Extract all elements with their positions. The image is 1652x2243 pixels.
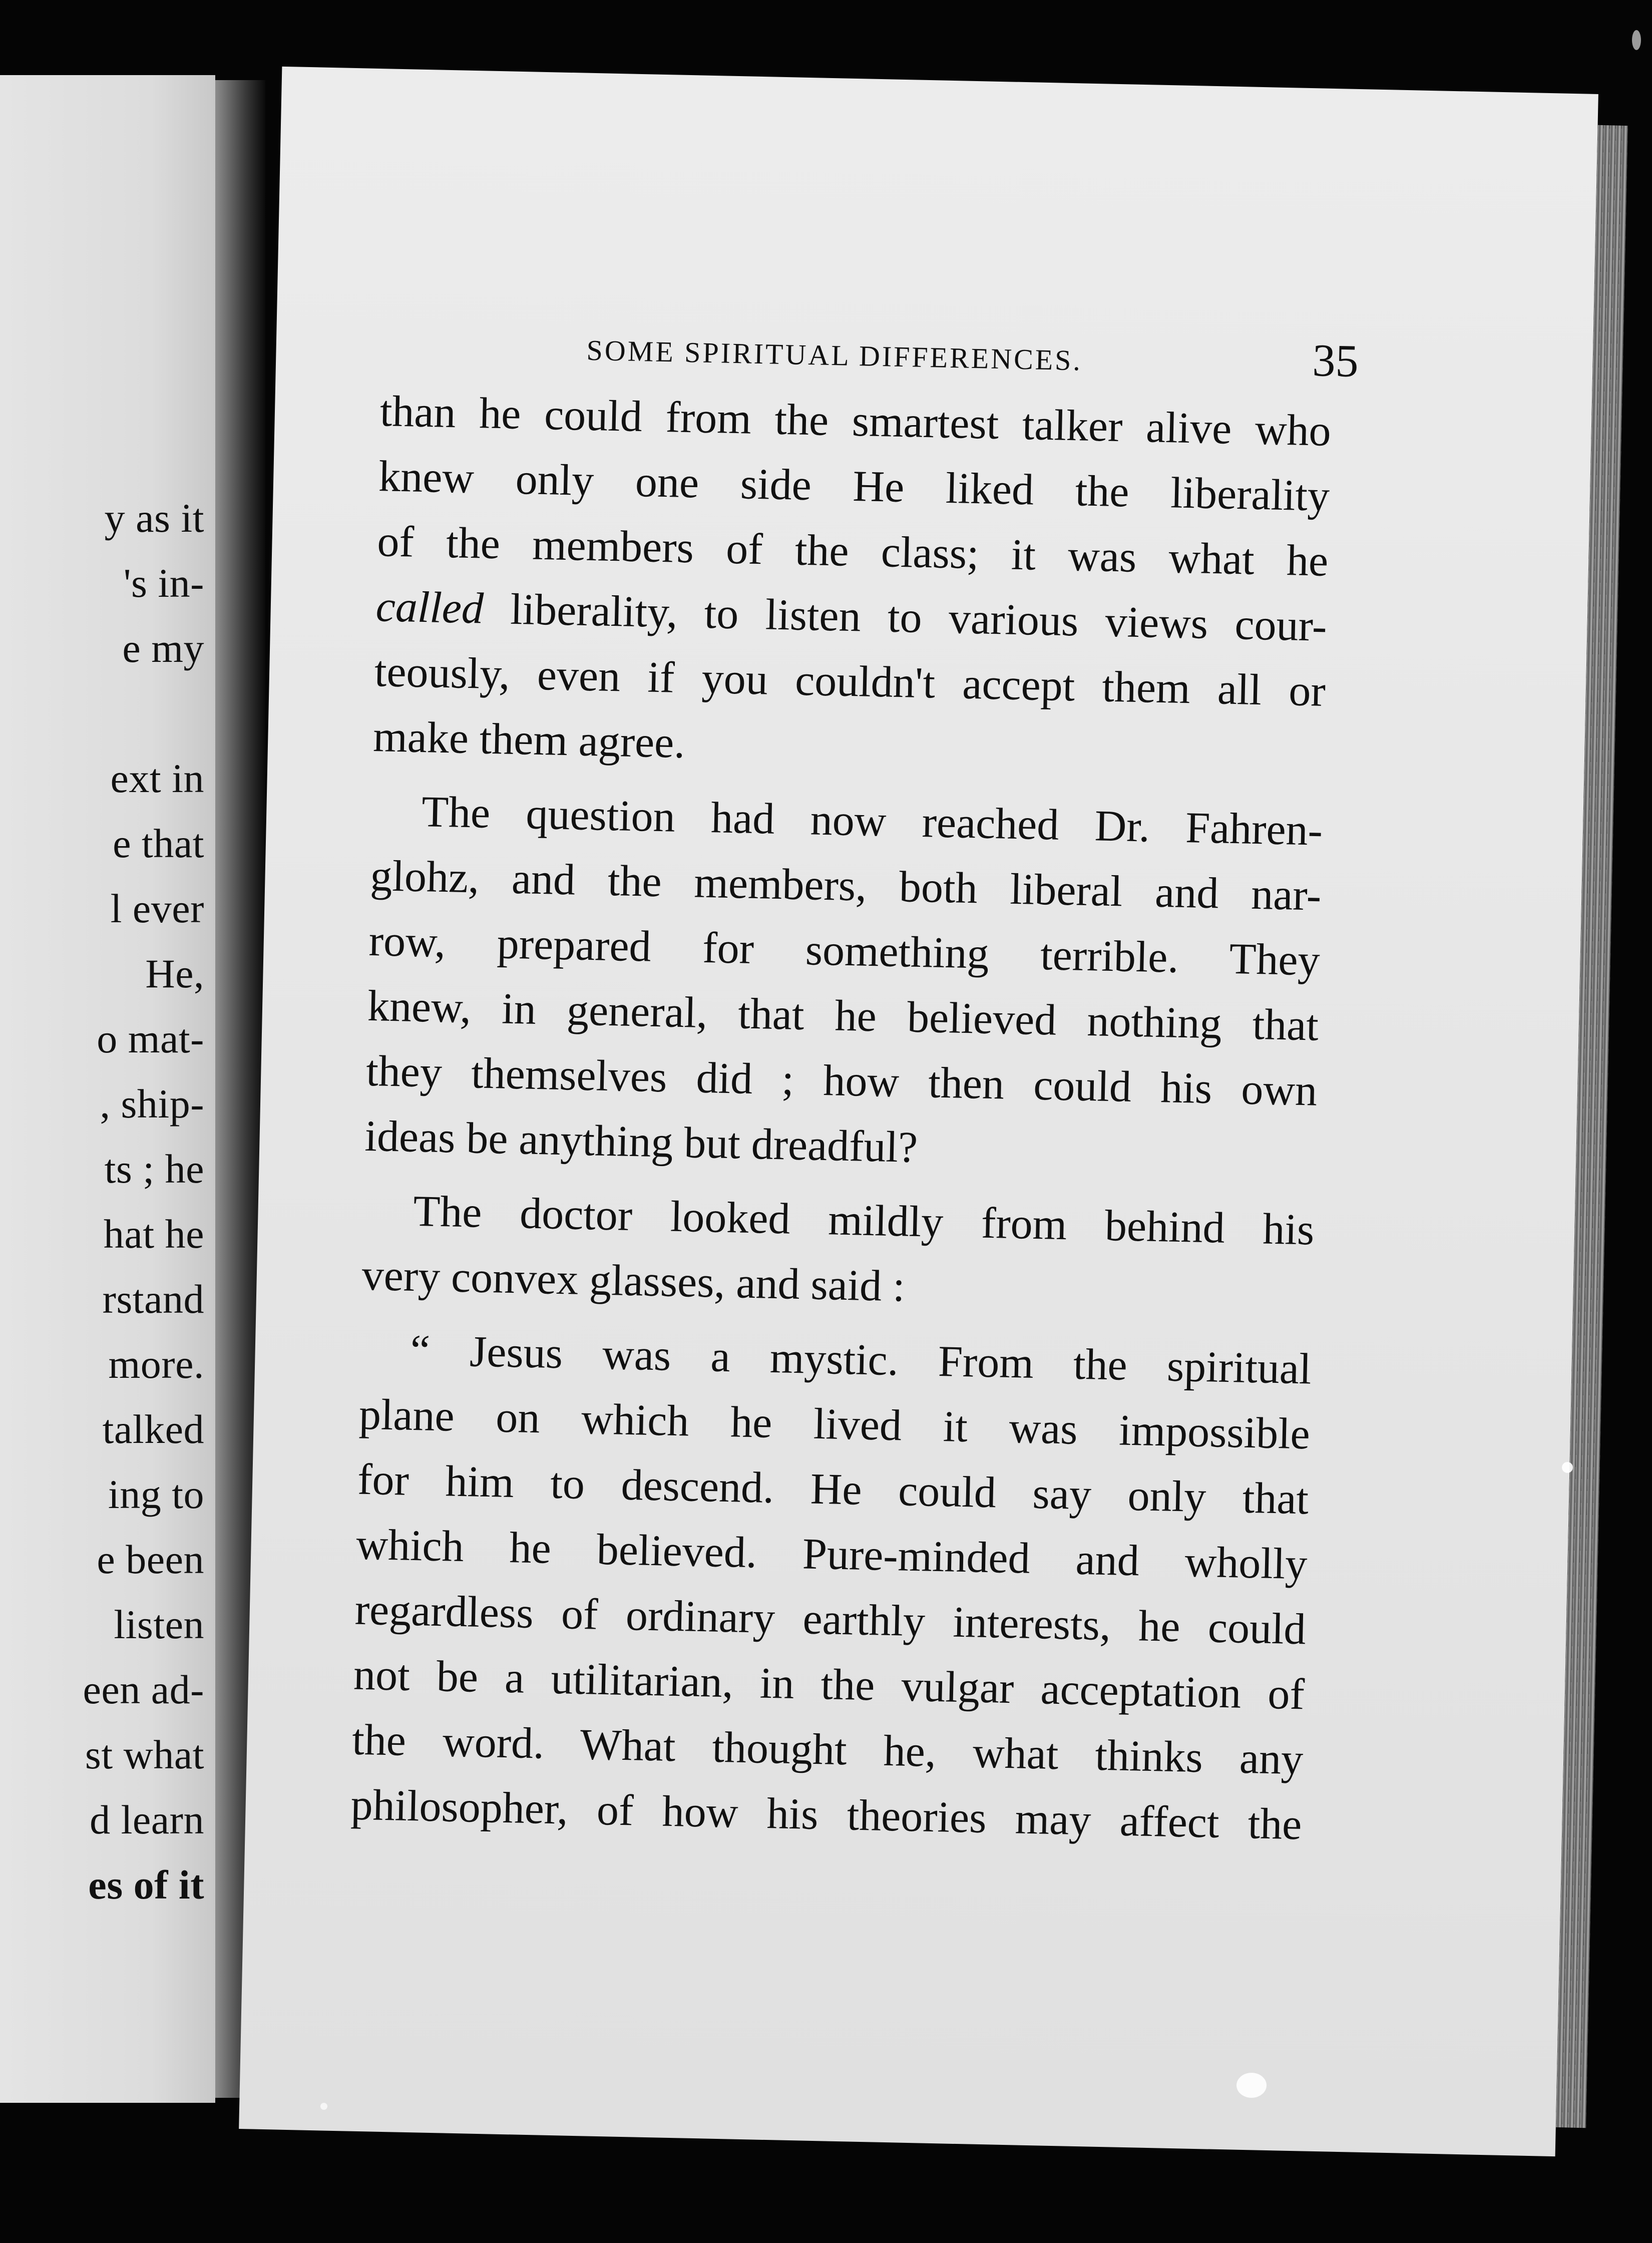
left-line: e my (122, 625, 204, 671)
scan-speck (320, 2103, 327, 2110)
text-line: “ Jesus was a mystic. From the spiritual (409, 1326, 1312, 1394)
left-page-text (83, 486, 205, 1918)
left-line: hat he (103, 1211, 204, 1257)
text-line: very convex glasses, and said : (361, 1251, 906, 1311)
left-line: o mat- (97, 1016, 204, 1061)
text-line: philosopher, of how his theories may affect the (350, 1780, 1303, 1849)
left-line: ts ; he (104, 1146, 204, 1192)
left-line: listen (114, 1602, 204, 1647)
left-line: es of it (88, 1862, 204, 1908)
left-line (83, 681, 205, 746)
left-line: e been (97, 1537, 204, 1582)
left-line: e that (113, 821, 204, 866)
body-text (350, 379, 1332, 1857)
left-facing-page (0, 75, 215, 2103)
text-line: The doctor looked mildly from behind his (412, 1187, 1315, 1255)
left-line: d learn (90, 1797, 204, 1842)
left-line: een ad- (83, 1667, 204, 1712)
text-line: of the members of the class; it was what he (376, 517, 1329, 586)
running-head: SOME SPIRITUAL DIFFERENCES. (586, 333, 1083, 377)
italic-word: called (375, 582, 484, 633)
right-page (239, 67, 1598, 2156)
text-line: glohz, and the members, both liberal and nar- (369, 851, 1322, 920)
left-line: He, (145, 951, 204, 996)
text-line: make them agree. (372, 712, 686, 768)
text-line: which he believed. Pure-minded and wholly (355, 1520, 1308, 1589)
text-line: teously, even if you couldn't accept them all or (374, 647, 1326, 716)
left-line: ext in (110, 756, 204, 801)
page-number: 35 (1312, 334, 1359, 387)
text-line: not be a utilitarian, in the vulgar acceptation of (353, 1650, 1305, 1719)
left-line: ing to (108, 1471, 204, 1517)
left-line: l ever (110, 886, 204, 931)
text-line: regardless of ordinary earthly interests, he could (354, 1585, 1307, 1654)
text-line: row, prepared for something terrible. They (368, 916, 1321, 985)
text-line-rest: liberality, to listen to various views cour- (483, 584, 1328, 651)
text-line: The question had now reached Dr. Fahren- (421, 788, 1323, 855)
scan-speck (1236, 2073, 1267, 2098)
text-line: ideas be anything but dreadful? (364, 1111, 919, 1172)
left-line: talked (102, 1406, 204, 1452)
left-line: rstand (102, 1276, 204, 1322)
text-line: knew only one side He liked the liberality (378, 452, 1330, 521)
text-line: the word. What thought he, what thinks any (351, 1715, 1304, 1784)
scan-speck (1632, 30, 1641, 50)
left-line: 's in- (123, 560, 204, 606)
scan-speck (1562, 1462, 1573, 1473)
text-line: knew, in general, that he believed nothing that (367, 981, 1319, 1050)
left-line: more. (108, 1341, 204, 1387)
left-line: , ship- (100, 1081, 204, 1127)
text-line: plane on which he lived it was impossible (358, 1390, 1311, 1459)
text-line: than he could from the smartest talker alive who (379, 387, 1332, 456)
text-line: they themselves did ; how then could his own (365, 1046, 1318, 1115)
left-line: st what (85, 1732, 204, 1777)
left-line: y as it (104, 495, 204, 541)
text-line: for him to descend. He could say only that (357, 1455, 1309, 1524)
